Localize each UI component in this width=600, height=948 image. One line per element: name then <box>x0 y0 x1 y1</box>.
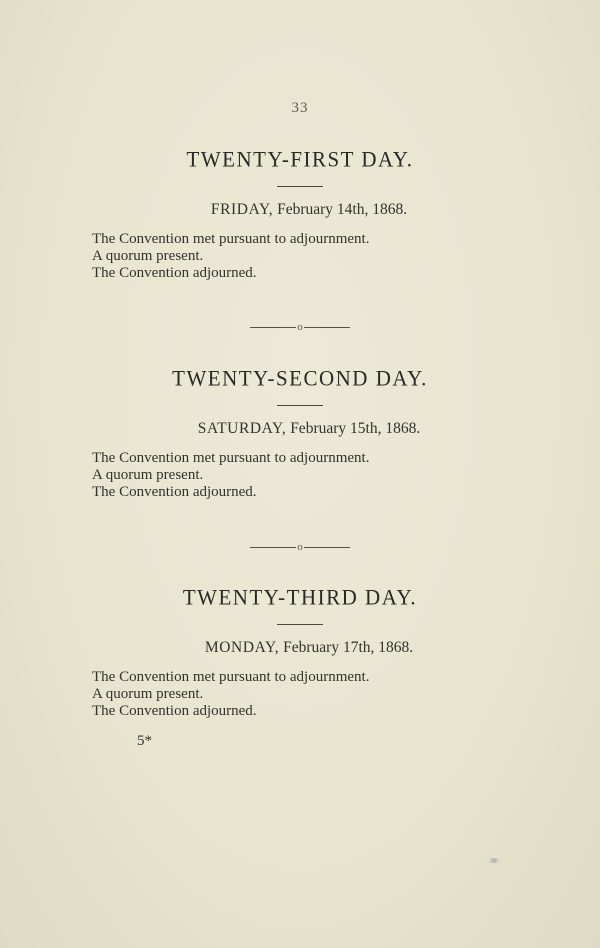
proceedings-line: The Convention adjourned. <box>92 265 257 281</box>
page-number: 33 <box>291 100 309 116</box>
date: February 17th, 1868. <box>283 639 414 656</box>
proceedings-line: The Convention met pursuant to adjournment. <box>92 450 370 466</box>
day-section-twenty-third <box>0 585 600 720</box>
weekday: MONDAY, <box>204 639 280 656</box>
day-section-twenty-second <box>0 366 600 501</box>
proceedings-line: A quorum present. <box>92 248 204 264</box>
day-title: TWENTY-SECOND DAY. <box>172 365 428 391</box>
date-line <box>0 639 600 657</box>
date: February 15th, 1868. <box>290 420 421 437</box>
proceedings-line: The Convention met pursuant to adjournment. <box>92 231 370 247</box>
day-title: TWENTY-FIRST DAY. <box>186 146 414 172</box>
ink-speck <box>487 858 501 863</box>
weekday: FRIDAY, <box>210 201 274 218</box>
section-separator <box>0 541 600 553</box>
title-rule <box>277 405 323 406</box>
proceedings-line: A quorum present. <box>92 467 204 483</box>
weekday: SATURDAY, <box>197 420 287 437</box>
title-rule <box>277 624 323 625</box>
date: February 14th, 1868. <box>277 201 408 218</box>
title-rule <box>277 186 323 187</box>
day-section-twenty-first <box>0 147 600 282</box>
proceedings-text <box>0 450 600 501</box>
proceedings-line: A quorum present. <box>92 686 204 702</box>
signature-mark: 5* <box>137 733 152 749</box>
proceedings-text <box>0 231 600 282</box>
proceedings-line: The Convention adjourned. <box>92 484 257 500</box>
proceedings-line: The Convention met pursuant to adjournment. <box>92 669 370 685</box>
proceedings-line: The Convention adjourned. <box>92 703 257 719</box>
day-title: TWENTY-THIRD DAY. <box>182 584 418 610</box>
proceedings-text <box>0 669 600 720</box>
section-separator <box>0 321 600 333</box>
date-line <box>0 420 600 438</box>
date-line <box>0 201 600 219</box>
separator-ornament: o <box>297 321 303 334</box>
separator-ornament: o <box>297 541 303 554</box>
